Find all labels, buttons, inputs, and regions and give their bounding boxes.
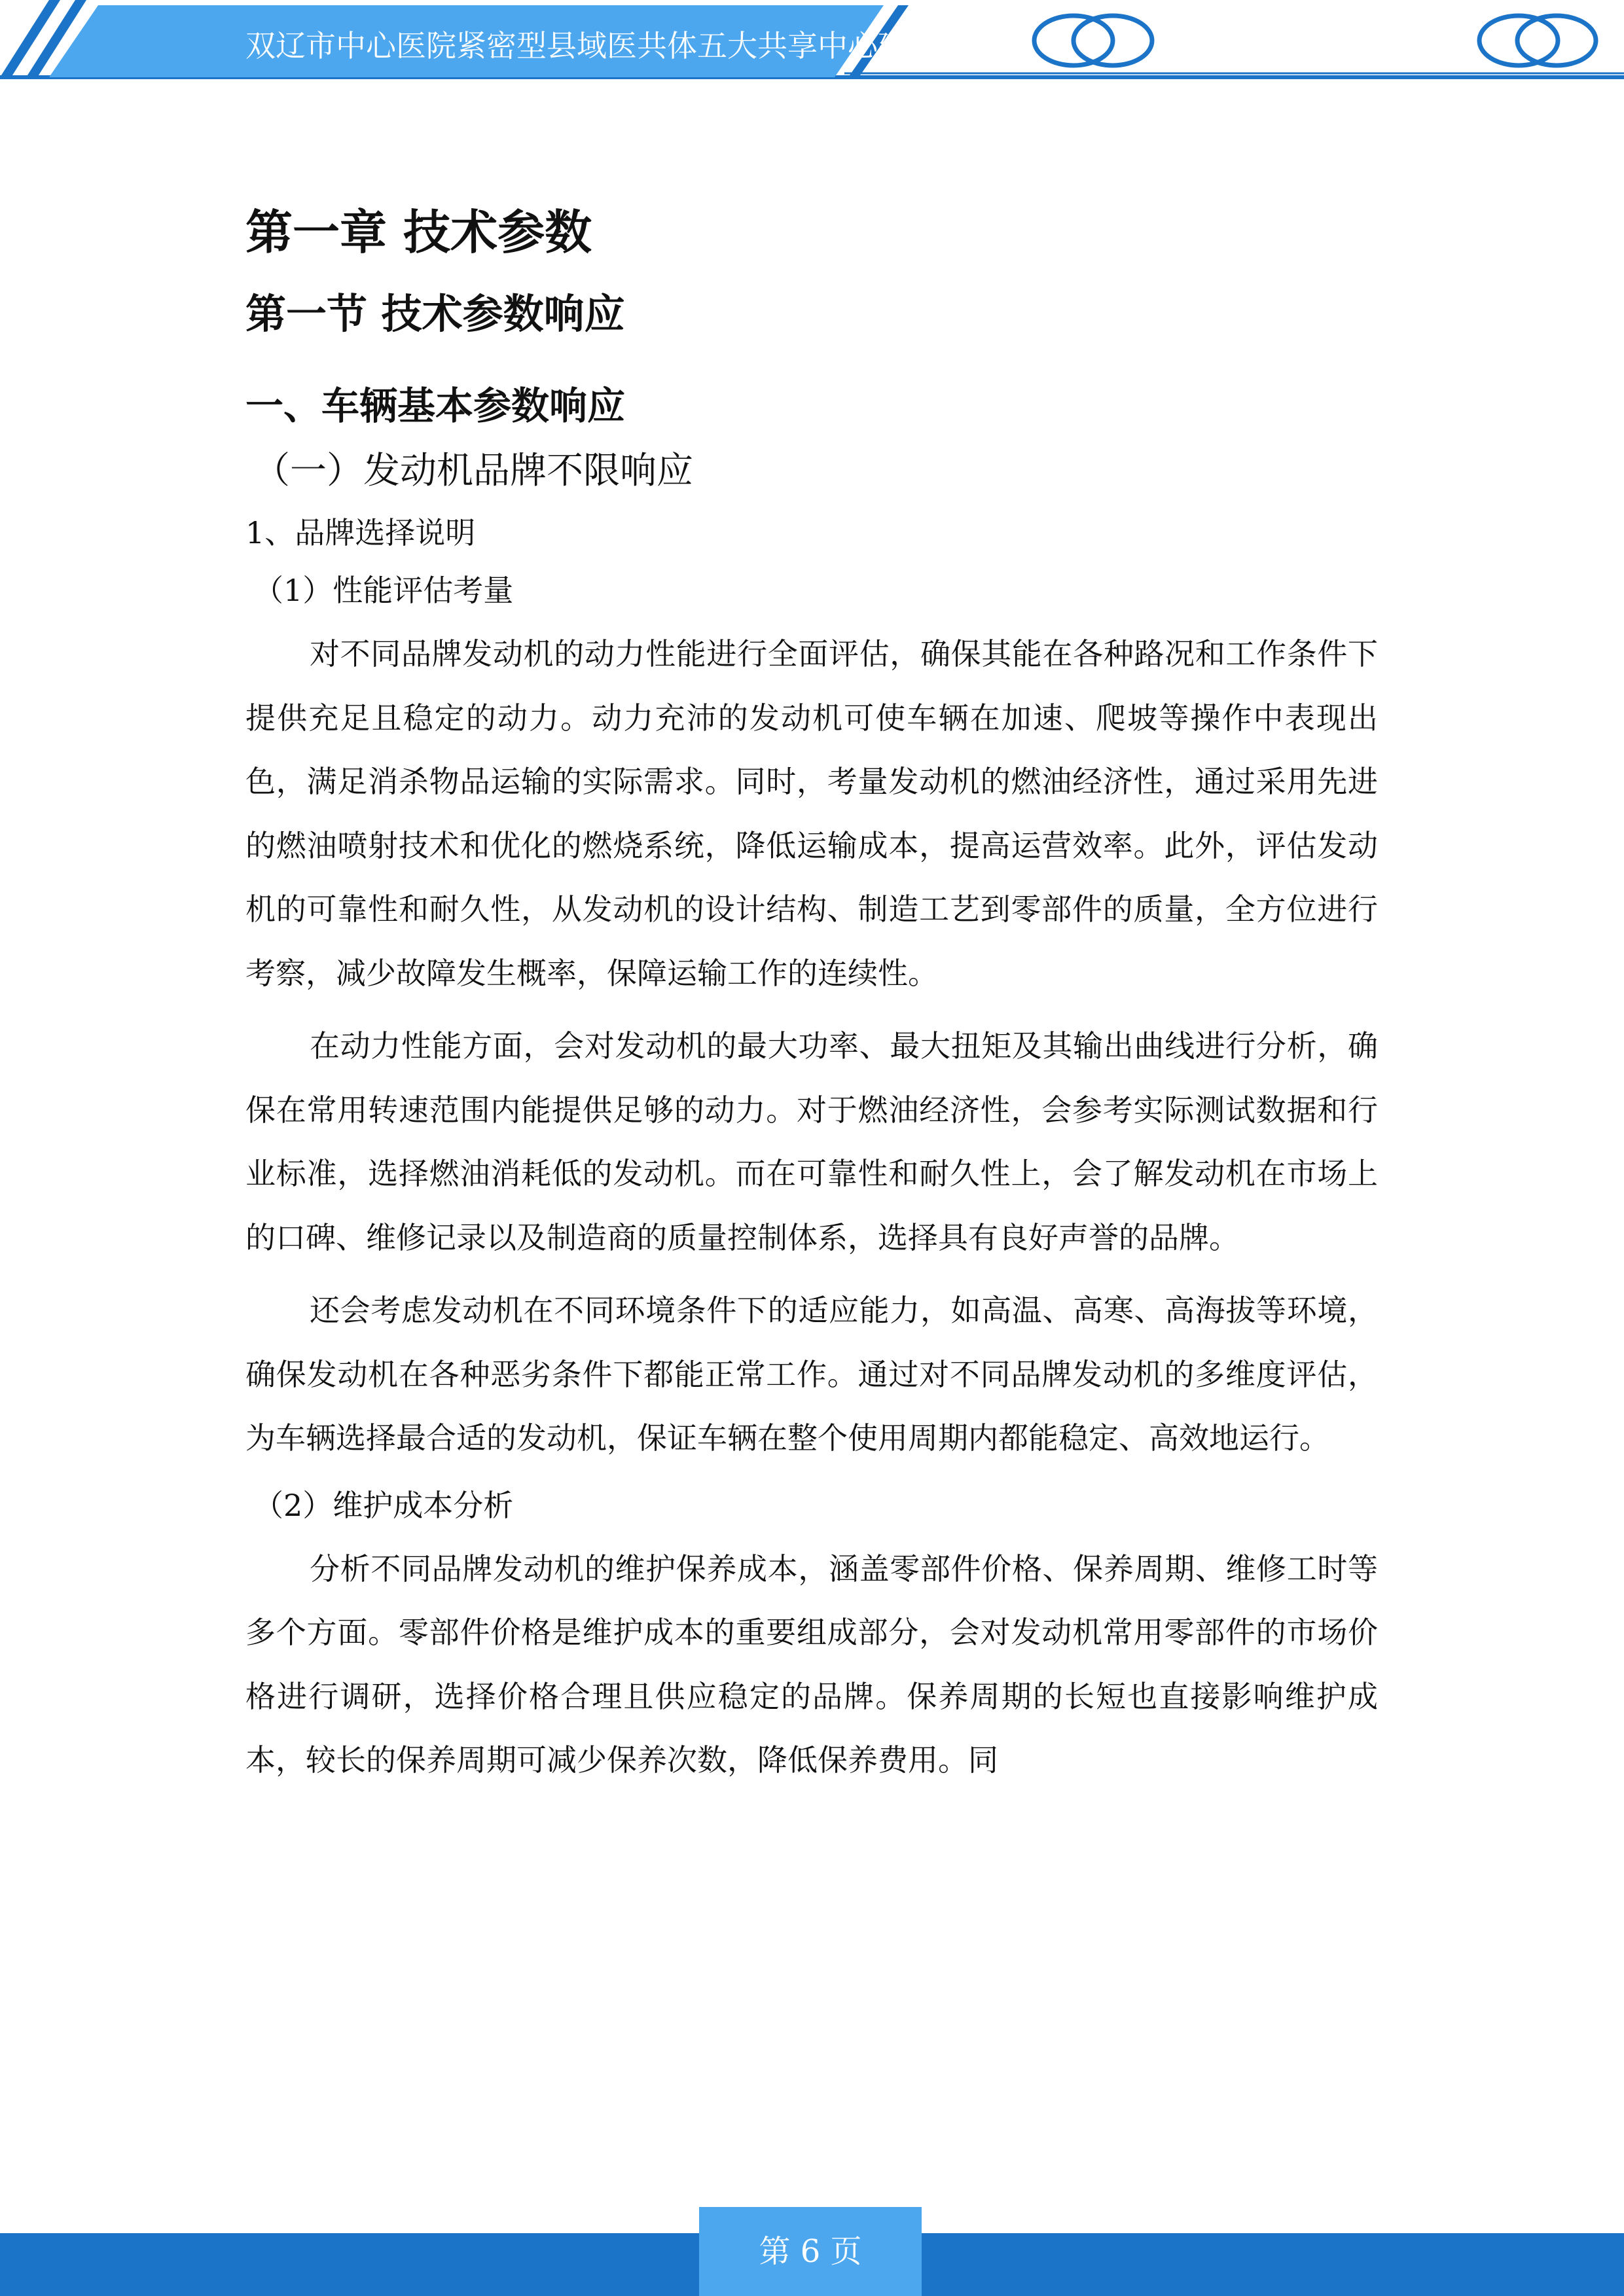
subheading-performance: （1）性能评估考量 xyxy=(253,573,514,608)
paragraph: 在动力性能方面，会对发动机的最大功率、最大扭矩及其输出曲线进行分析，确保在常用转速范围内能提供足够的动力。对于燃油经济性，会参考实际测试数据和行业标准，选择燃油消耗低的发动机。而在可靠性和耐久性上，会了解发动机在市场上的口碑、维修记录以及制造商的质量控制体系，选择具有良好声誉的品牌。 xyxy=(245,1028,1378,1255)
paragraph: 对不同品牌发动机的动力性能进行全面评估，确保其能在各种路况和工作条件下提供充足且稳定的动力。动力充沛的发动机可使车辆在加速、爬坡等操作中表现出色，满足消杀物品运输的实际需求。同时，考量发动机的燃油经济性，通过采用先进的燃油喷射技术和优化的燃烧系统，降低运输成本，提高运营效率。此外，评估发动机的可靠性和耐久性，从发动机的设计结构、制造工艺到零部件的质量，全方位进行考察，减少故障发生概率，保障运输工作的连续性。 xyxy=(245,636,1378,991)
document-body xyxy=(245,190,1378,1802)
heading-level-1: 一、车辆基本参数响应 xyxy=(245,384,626,428)
heading-level-2: （一）发动机品牌不限响应 xyxy=(253,450,693,492)
paragraph: 分析不同品牌发动机的维护保养成本，涵盖零部件价格、保养周期、维修工时等多个方面。零部件价格是维护成本的重要组成部分，会对发动机常用零部件的市场价格进行调研，选择价格合理且供应稳定的品牌。保养周期的长短也直接影响维护成本，较长的保养周期可减少保养次数，降低保养费用。同 xyxy=(245,1551,1378,1778)
subheading-maintenance: （2）维护成本分析 xyxy=(253,1487,514,1523)
header-title: 双辽市中心医院紧密型县域医共体五大共享中心建设项目 xyxy=(245,28,998,63)
ring-logo-icon xyxy=(1479,16,1596,65)
section-title: 第一节 技术参数响应 xyxy=(245,290,625,338)
page-header xyxy=(0,0,1624,85)
heading-level-3: 1、品牌选择说明 xyxy=(245,515,476,550)
chapter-title: 第一章 技术参数 xyxy=(245,205,592,260)
page-number: 第 6 页 xyxy=(699,2207,922,2296)
paragraph: 还会考虑发动机在不同环境条件下的适应能力，如高温、高寒、高海拔等环境，确保发动机在各种恶劣条件下都能正常工作。通过对不同品牌发动机的多维度评估，为车辆选择最合适的发动机，保证车辆在整个使用周期内都能稳定、高效地运行。 xyxy=(245,1293,1378,1456)
